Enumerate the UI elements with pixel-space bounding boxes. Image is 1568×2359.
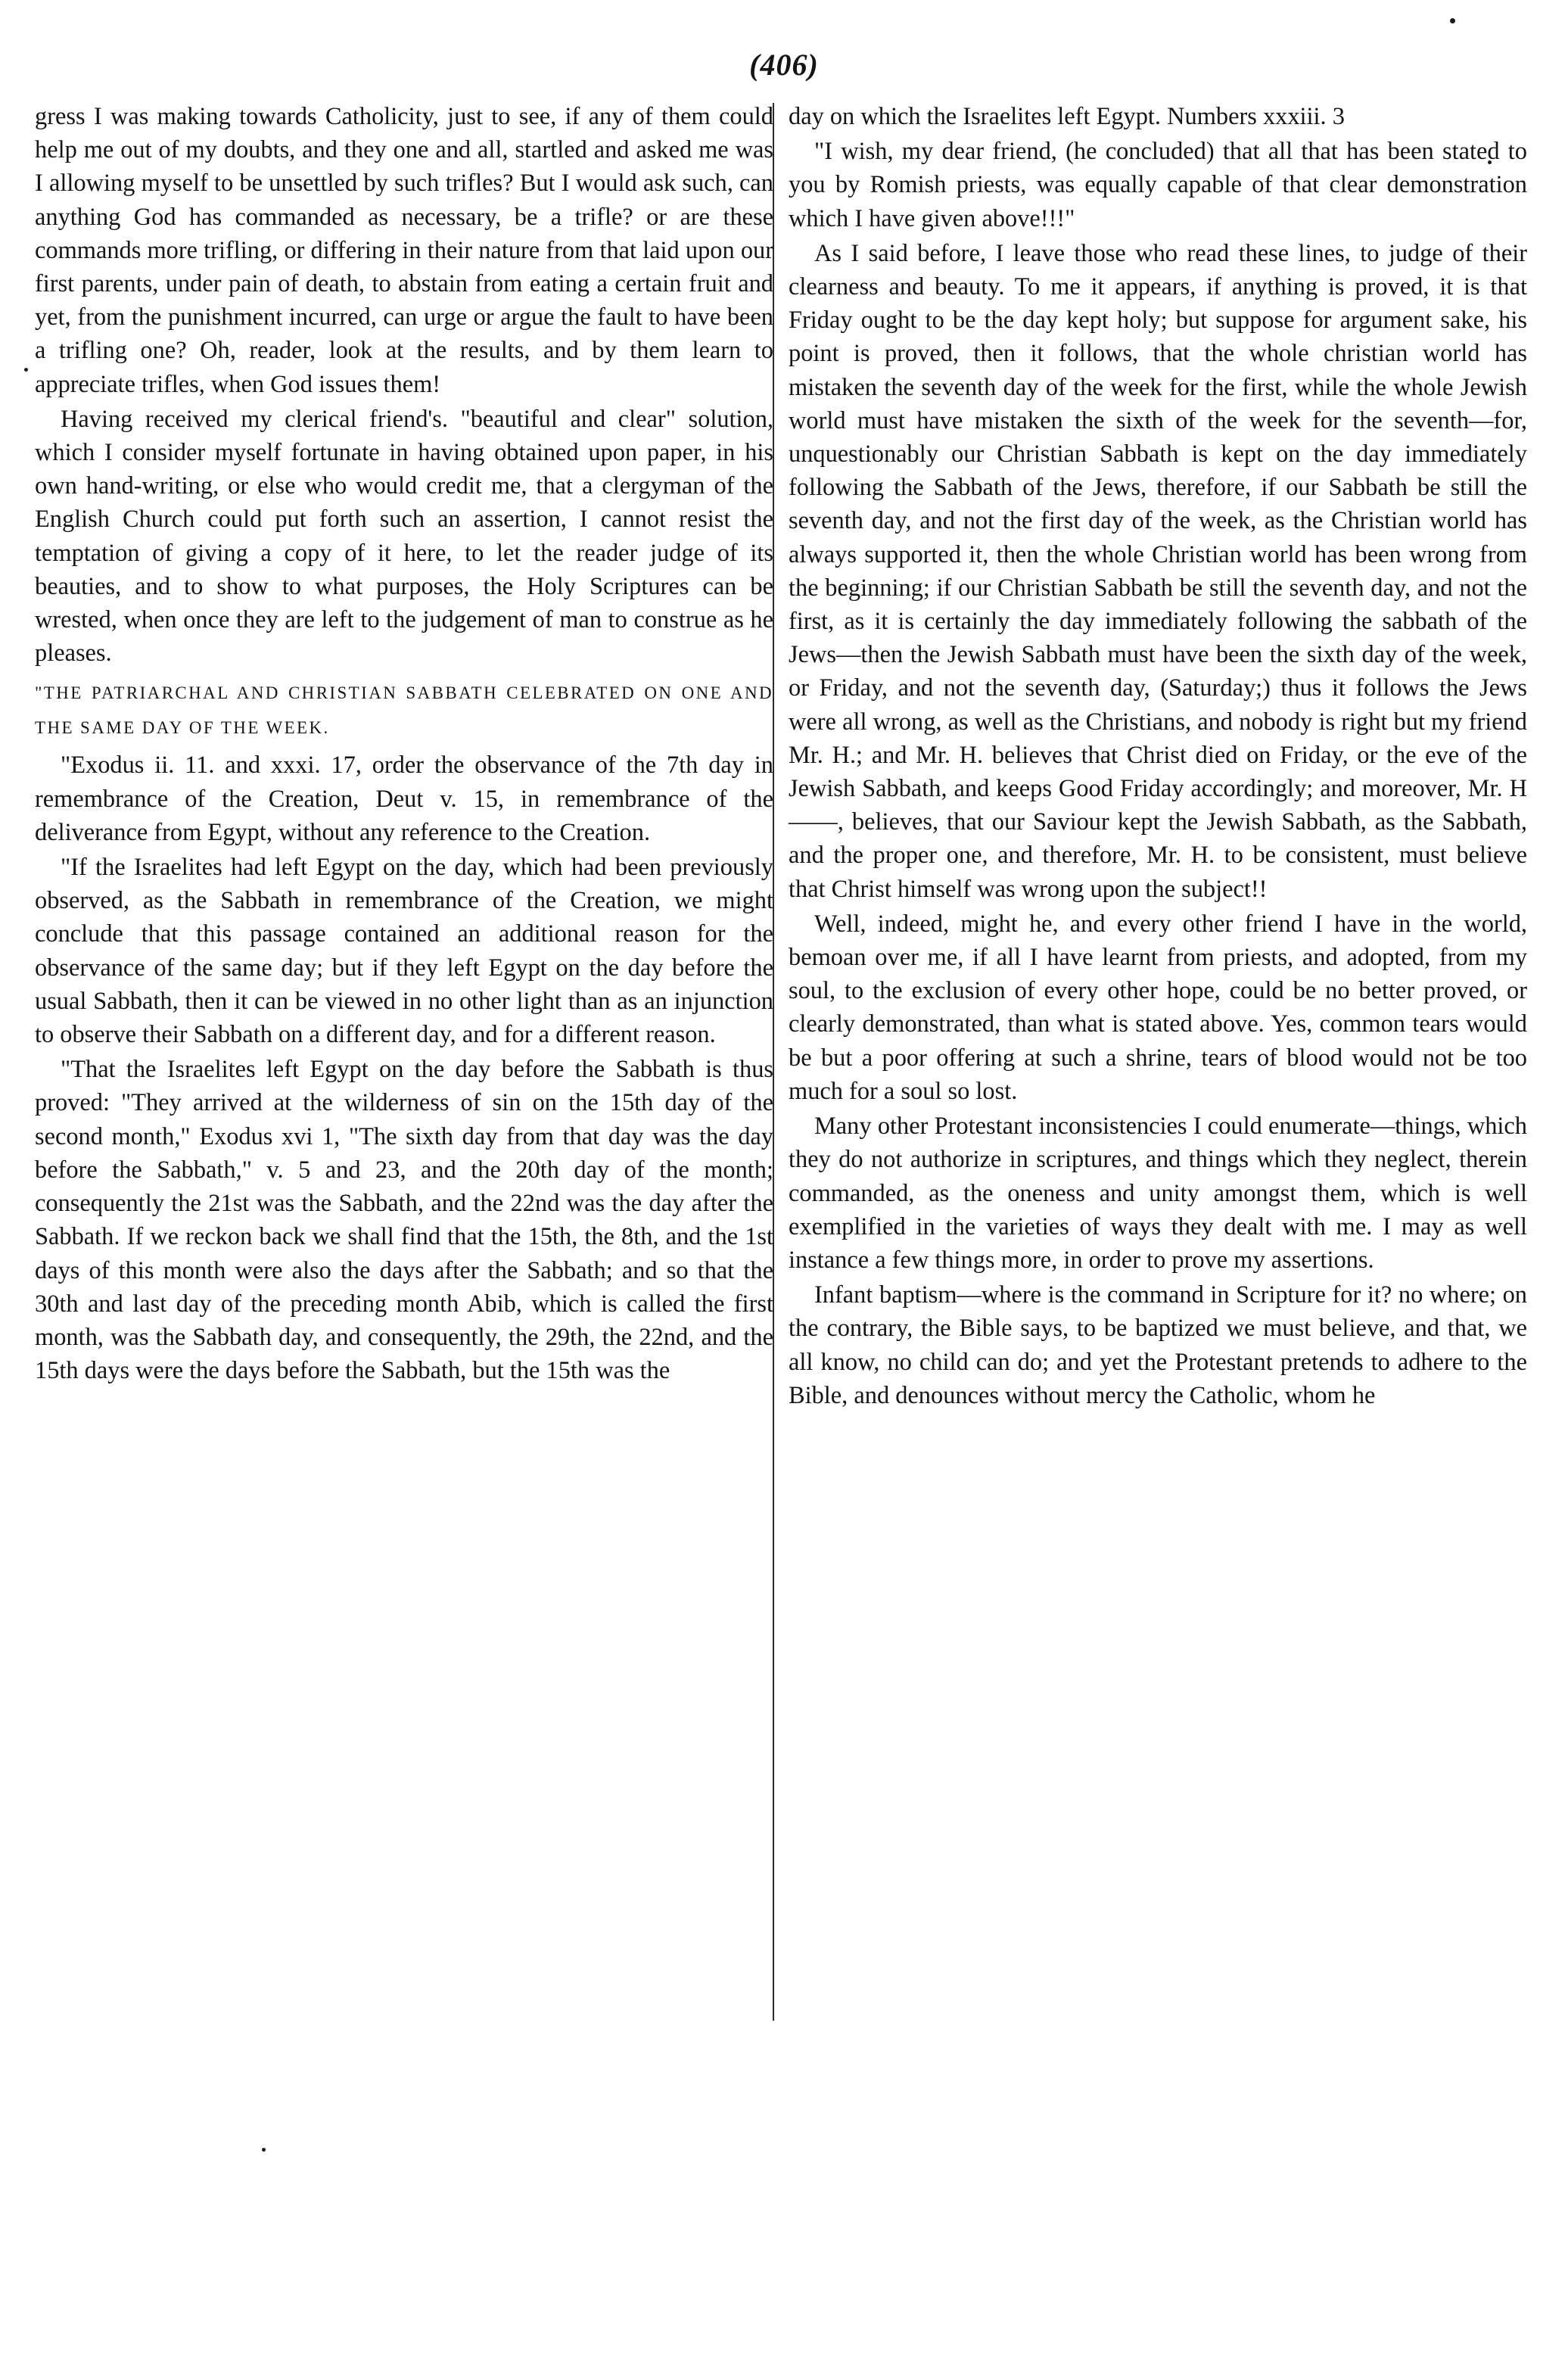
paragraph: "That the Israelites left Egypt on the day before the Sabbath is thus proved: "They arrived at the wilderness of sin on the 15th day of the second month," Exodus xvi 1, "The sixth day from that day was the day before the Sabbath," v. 5 and 23, and the 20th day of the month; consequently the 21st was the Sabbath, and the 22nd was the day after the Sabbath. If we reckon back we shall find that the 15th, the 8th, and the 1st days of this month were also the days after the Sabbath; and so that the 30th and last day of the preceding month Abib, which is called the first month, was the Sabbath day, and consequently, the 29th, the 22nd, and the 15th days were the days before the Sabbath, but the 15th was the [35, 1056, 773, 1385]
section-heading: "THE PATRIARCHAL AND CHRISTIAN SABBATH CELEBRATED ON ONE AND THE SAME DAY OF THE WEEK. [35, 683, 773, 738]
paragraph: As I said before, I leave those who read these lines, to judge of their clearness and beauty. To me it appears, if anything is proved, it is that Friday ought to be the day kept holy; but suppose for argument sake, his point is proved, then it follows, that the whole christian world has mistaken the seventh day of the week for the first, while the whole Jewish world must have mistaken the sixth of the week for the seventh—for, unquestionably our Christian Sabbath is kept on the day immediately following the Sabbath of the Jews, therefore, if our Sabbath be still the seventh day, and not the first day of the week, as the Christian world has always supported it, then the whole Christian world has been wrong from the beginning; if our Christian Sabbath be still the seventh day, and not the first, as it is certainly the day immediately following the sabbath of the Jews—then the Jewish Sabbath must have been the sixth day of the week, or Friday, and not the seventh day, (Saturday;) thus it follows the Jews were all wrong, as well as the Christians, and nobody is right but my friend Mr. H.; and Mr. H. believes that Christ died on Friday, or the eve of the Jewish Sabbath, and keeps Good Friday accordingly; and moreover, Mr. H——, believes, that our Saviour kept the Jewish Sabbath, as the Sabbath, and the proper one, and therefore, Mr. H. to be consistent, must believe that Christ himself was wrong upon the subject!! [789, 239, 1527, 903]
right-column [789, 100, 1527, 1414]
paragraph: gress I was making towards Catholicity, just to see, if any of them could help me out of my doubts, and they one and all, startled and asked me was I allowing myself to be unsettled by such trifles? But I would ask such, can anything God has commanded as necessary, be a trifle? or are these commands more trifling, or differing in their nature from that laid upon our first parents, under pain of death, to abstain from eating a certain fruit and yet, from the punishment incurred, can urge or argue the fault to have been a trifling one? Oh, reader, look at the results, and by them learn to appreciate trifles, when God issues them! [35, 103, 773, 398]
paragraph: day on which the Israelites left Egypt. Numbers xxxiii. 3 [789, 103, 1345, 130]
paragraph: Having received my clerical friend's. "beautiful and clear" solution, which I consider myself fortunate in having obtained upon paper, in his own hand-writing, or else who would credit me, that a clergyman of the English Church could put forth such an assertion, I cannot resist the temptation of giving a copy of it here, to let the reader judge of its beauties, and to show to what purposes, the Holy Scriptures can be wrested, when once they are left to the judgement of man to construe as he pleases. [35, 405, 773, 668]
paragraph: Many other Protestant inconsistencies I could enumerate—things, which they do not authorize in scriptures, and things which they neglect, therein commanded, as the oneness and unity amongst them, which is well exemplified in the varieties of ways they dealt with me. I may as well instance a few things more, in order to prove my assertions. [789, 1113, 1527, 1274]
paragraph: "I wish, my dear friend, (he concluded) that all that has been stated to you by Romish priests, was equally capable of that clear demonstration which I have given above!!!" [789, 138, 1527, 232]
paragraph: "If the Israelites had left Egypt on the day, which had been previously observed, as the Sabbath in remembrance of the Creation, we might conclude that this passage contained an additional reason for the observance of the same day; but if they left Egypt on the day before the usual Sabbath, then it can be viewed in no other light than as an injunction to observe their Sabbath on a different day, and for a different reason. [35, 854, 773, 1049]
print-speck [24, 368, 28, 372]
left-column [35, 100, 773, 1389]
print-speck [262, 2148, 266, 2152]
paragraph: Well, indeed, might he, and every other friend I have in the world, bemoan over me, if all I have learnt from priests, and adopted, from my soul, to the exclusion of every other hope, could be no better proved, or clearly demonstrated, than what is stated above. Yes, common tears would be but a poor offering at such a shrine, tears of blood would not be too much for a soul so lost. [789, 910, 1527, 1105]
paragraph: Infant baptism—where is the command in Scripture for it? no where; on the contrary, the Bible says, to be baptized we must believe, and that, we all know, no child can do; and yet the Protestant pretends to adhere to the Bible, and denounces without mercy the Catholic, whom he [789, 1281, 1527, 1409]
print-speck [1450, 18, 1455, 23]
paragraph: "Exodus ii. 11. and xxxi. 17, order the observance of the 7th day in remembrance of the Creation, Deut v. 15, in remembrance of the deliverance from Egypt, without any reference to the Creation. [35, 752, 773, 846]
page-number: (406) [749, 48, 819, 82]
